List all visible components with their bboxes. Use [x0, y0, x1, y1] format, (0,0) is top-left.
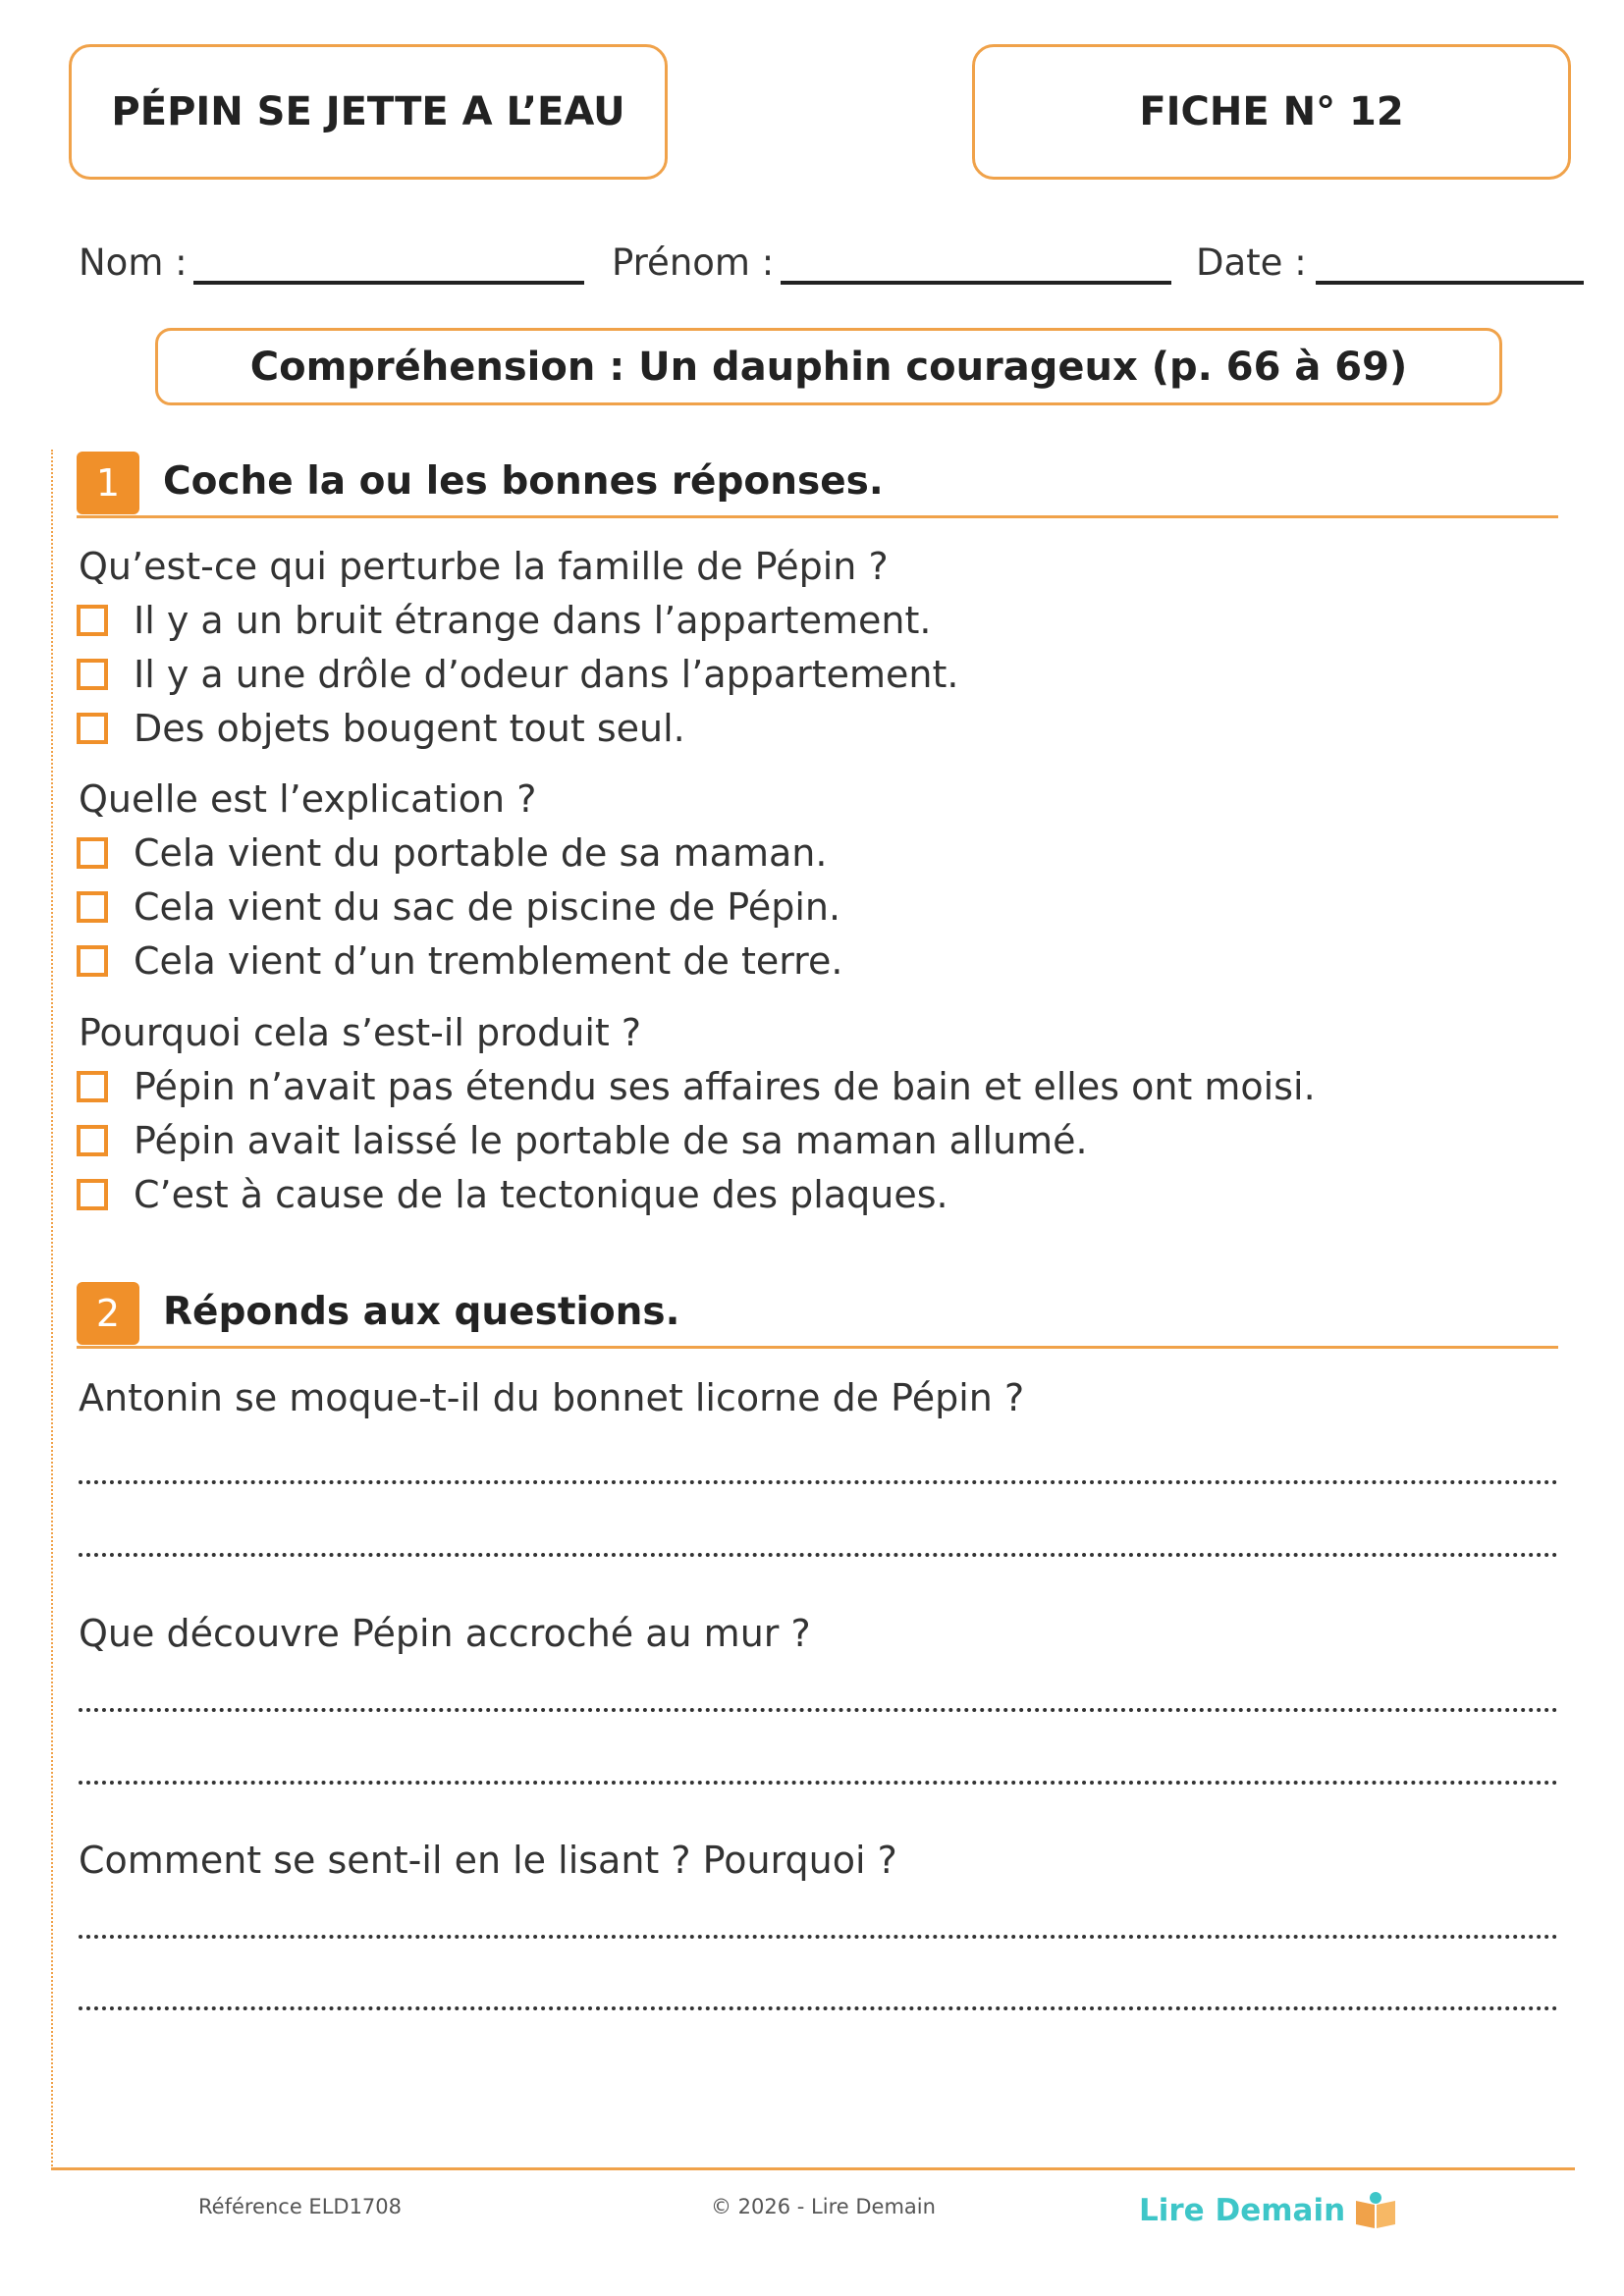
- prenom-label: Prénom :: [612, 241, 775, 284]
- question-1-3: Pourquoi cela s’est-il produit ?: [79, 1011, 642, 1054]
- option-label: Des objets bougent tout seul.: [134, 707, 685, 750]
- prenom-field[interactable]: [612, 241, 774, 284]
- checkbox-icon[interactable]: [77, 1071, 108, 1102]
- option-1-1-1[interactable]: [77, 599, 931, 642]
- option-label: Pépin n’avait pas étendu ses affaires de bain et elles ont moisi.: [134, 1065, 1316, 1108]
- checkbox-icon[interactable]: [77, 713, 108, 744]
- fiche-number: FICHE N° 12: [1139, 89, 1404, 134]
- option-label: C’est à cause de la tectonique des plaques.: [134, 1173, 948, 1216]
- option-1-1-3[interactable]: [77, 707, 685, 750]
- option-1-1-2[interactable]: [77, 653, 959, 696]
- fiche-number-box: [972, 44, 1571, 180]
- worksheet-title-box: [69, 44, 668, 180]
- option-1-3-2[interactable]: [77, 1119, 1088, 1162]
- section-2-header: [77, 1282, 1558, 1349]
- reference-text: Référence ELD1708: [198, 2195, 403, 2218]
- answer-line[interactable]: [79, 1781, 1558, 1785]
- comprehension-box: [155, 328, 1502, 405]
- option-label: Cela vient du sac de piscine de Pépin.: [134, 885, 841, 929]
- answer-line[interactable]: [79, 1480, 1558, 1484]
- section-2-number: 2: [77, 1282, 139, 1345]
- checkbox-icon[interactable]: [77, 1179, 108, 1210]
- option-1-2-2[interactable]: [77, 885, 840, 929]
- checkbox-icon[interactable]: [77, 837, 108, 869]
- checkbox-icon[interactable]: [77, 1125, 108, 1156]
- logo-text: Lire Demain: [1139, 2193, 1346, 2228]
- question-2-2: Que découvre Pépin accroché au mur ?: [79, 1612, 811, 1655]
- option-label: Il y a une drôle d’odeur dans l’appartement.: [134, 653, 959, 696]
- option-label: Cela vient du portable de sa maman.: [134, 831, 828, 875]
- nom-field[interactable]: [79, 241, 188, 284]
- checkbox-icon[interactable]: [77, 605, 108, 636]
- option-1-3-3[interactable]: [77, 1173, 948, 1216]
- question-1-2: Quelle est l’explication ?: [79, 777, 537, 821]
- option-1-2-1[interactable]: [77, 831, 827, 875]
- section-1-header: [77, 452, 1558, 518]
- checkbox-icon[interactable]: [77, 891, 108, 923]
- checkbox-icon[interactable]: [77, 659, 108, 690]
- answer-line[interactable]: [79, 1553, 1558, 1557]
- option-1-3-1[interactable]: [77, 1065, 1316, 1108]
- option-label: Cela vient d’un tremblement de terre.: [134, 939, 843, 983]
- copyright-text: © 2026 - Lire Demain: [711, 2195, 936, 2218]
- lire-demain-logo: [1139, 2191, 1398, 2230]
- prenom-line[interactable]: [781, 281, 1171, 285]
- nom-line[interactable]: [193, 281, 584, 285]
- answer-line[interactable]: [79, 1935, 1558, 1939]
- question-2-1: Antonin se moque-t-il du bonnet licorne de Pépin ?: [79, 1376, 1025, 1419]
- section-1-title: Coche la ou les bonnes réponses.: [163, 459, 884, 504]
- checkbox-icon[interactable]: [77, 945, 108, 977]
- section-2-title: Réponds aux questions.: [163, 1290, 680, 1334]
- option-label: Pépin avait laissé le portable de sa maman allumé.: [134, 1119, 1088, 1162]
- date-label: Date :: [1196, 241, 1307, 284]
- nom-label: Nom :: [79, 241, 188, 284]
- date-field[interactable]: [1196, 241, 1307, 284]
- answer-line[interactable]: [79, 1708, 1558, 1712]
- option-1-2-3[interactable]: [77, 939, 842, 983]
- left-dotted-border: [51, 450, 53, 2169]
- answer-line[interactable]: [79, 2006, 1558, 2010]
- question-1-1: Qu’est-ce qui perturbe la famille de Pépin ?: [79, 545, 889, 588]
- date-line[interactable]: [1316, 281, 1584, 285]
- worksheet-title: PÉPIN SE JETTE A L’EAU: [111, 89, 625, 134]
- option-label: Il y a un bruit étrange dans l’appartement.: [134, 599, 932, 642]
- section-1-number: 1: [77, 452, 139, 514]
- bottom-divider: [51, 2167, 1575, 2170]
- question-2-3: Comment se sent-il en le lisant ? Pourquoi ?: [79, 1839, 897, 1882]
- book-icon: [1353, 2191, 1398, 2230]
- comprehension-title: Compréhension : Un dauphin courageux (p. 66 à 69): [249, 344, 1408, 390]
